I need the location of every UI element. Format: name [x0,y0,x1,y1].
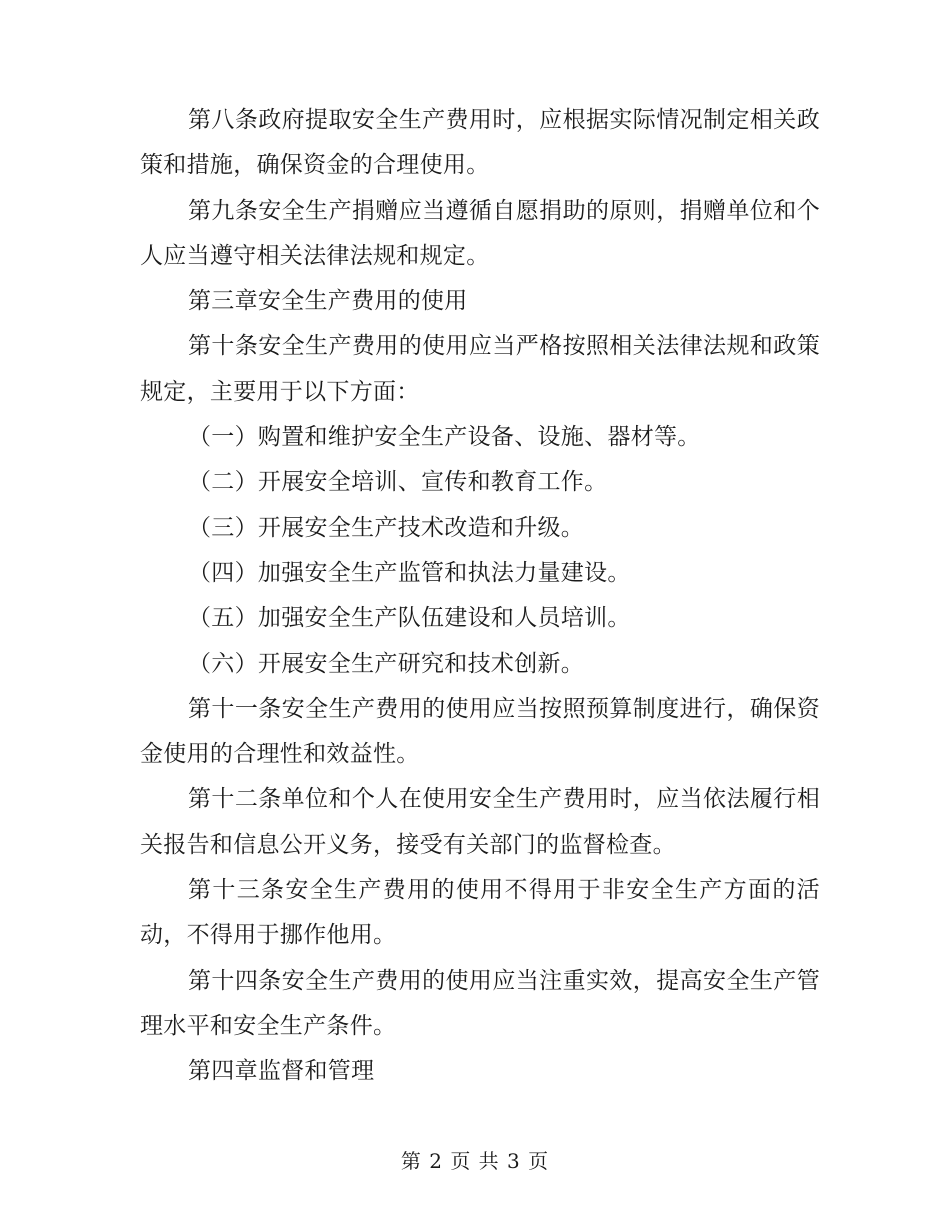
page-number-footer: 第 2 页 共 3 页 [400,1149,550,1173]
article-11: 第十一条安全生产费用的使用应当按照预算制度进行，确保资金使用的合理性和效益性。 [140,695,820,768]
article-10-item-3: （三）开展安全生产技术改造和升级。 [188,514,585,541]
article-10-item-5: （五）加强安全生产队伍建设和人员培训。 [188,605,631,632]
document-body [140,98,820,1095]
article-10: 第十条安全生产费用的使用应当严格按照相关法律法规和政策规定，主要用于以下方面： [140,333,820,405]
article-8: 第八条政府提取安全生产费用时，应根据实际情况制定相关政策和措施，确保资金的合理使用。 [140,107,820,179]
article-13: 第十三条安全生产费用的使用不得用于非安全生产方面的活动，不得用于挪作他用。 [140,877,820,949]
article-10-item-2: （二）开展安全培训、宣传和教育工作。 [188,469,608,496]
article-10-item-1: （一）购置和维护安全生产设备、设施、器材等。 [188,424,701,451]
article-10-item-6: （六）开展安全生产研究和技术创新。 [188,650,585,677]
article-14: 第十四条安全生产费用的使用应当注重实效，提高安全生产管理水平和安全生产条件。 [140,967,820,1039]
article-10-item-4: （四）加强安全生产监管和执法力量建设。 [188,559,631,586]
article-9: 第九条安全生产捐赠应当遵循自愿捐助的原则，捐赠单位和个人应当遵守相关法律法规和规定。 [140,197,820,269]
chapter-3-heading: 第三章安全生产费用的使用 [188,288,468,315]
article-12: 第十二条单位和个人在使用安全生产费用时，应当依法履行相关报告和信息公开义务，接受有关部门的监督检查。 [140,786,820,858]
chapter-4-heading: 第四章监督和管理 [188,1058,375,1085]
